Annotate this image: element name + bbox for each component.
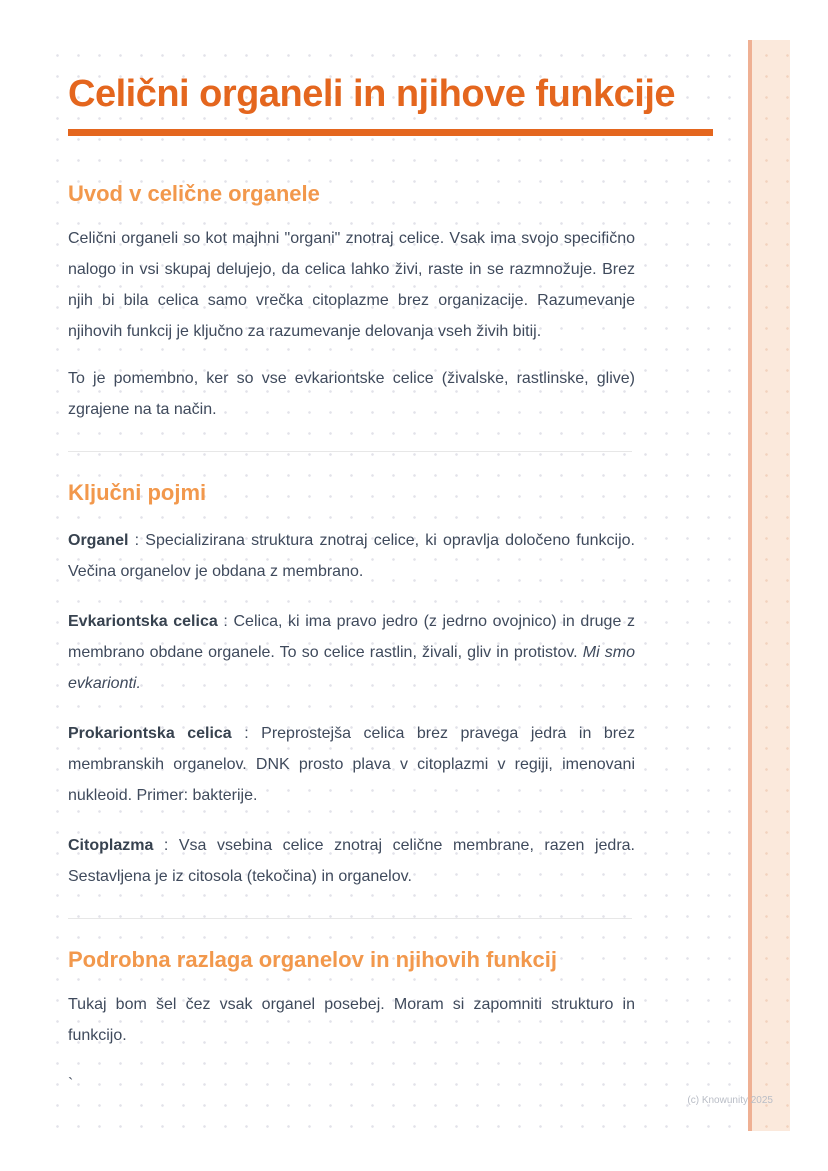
section-divider (68, 451, 632, 452)
page-title: Celični organeli in njihove funkcije (68, 73, 676, 115)
paragraph: To je pomembno, ker so vse evkariontske celice (živalske, rastlinske, glive) zgrajene na ta način. (68, 370, 635, 418)
section-heading-uvod: Uvod v celične organele (68, 181, 320, 206)
definition-term: Organel (68, 532, 129, 549)
section-divider (68, 918, 632, 919)
definition-italic: Mi smo evkarionti. (68, 644, 636, 692)
stray-backtick-mark: ` (68, 1076, 74, 1093)
footer-credit: (c) Knowunity 2025 (687, 1095, 773, 1106)
section-heading-kljucni-pojmi: Ključni pojmi (68, 480, 207, 505)
notebook-page (43, 40, 790, 1131)
definition-separator: : (153, 837, 179, 854)
definition-term: Evkariontska celica (68, 613, 218, 630)
definition-text: Specializirana struktura znotraj celice, ki opravlja določeno funkcijo. Večina organelov je obdana z membrano. (68, 532, 635, 580)
definition-separator: : (128, 532, 146, 549)
title-underline-rule (68, 129, 713, 136)
definition-separator: : (231, 725, 262, 742)
definition-organel (68, 525, 635, 587)
definition-term: Prokariontska celica (68, 725, 232, 742)
page-content (68, 72, 713, 1095)
definition-prokariontska-celica (68, 718, 635, 811)
definition-text: Preprostejša celica brez pravega jedra in brez membranskih organelov. DNK prosto plava v citoplazmi v regiji, imenovani nukleoid. Primer: bakterije. (68, 725, 636, 804)
definition-separator: : (217, 613, 234, 630)
definition-term: Citoplazma (68, 837, 154, 854)
paragraph: Celični organeli so kot majhni "organi" znotraj celice. Vsak ima svojo specifično nalogo in vsi skupaj delujejo, da celica lahko živi, raste in se razmnožuje. Brez njih bi bila celica samo vrečka citoplazme brez organizacije. Razumevanje njihovih funkcij je ključno za razumevanje delovanja vseh živih bitij. (68, 230, 635, 340)
section-heading-podrobna-razlaga: Podrobna razlaga organelov in njihovih funkcij (68, 947, 557, 972)
paragraph: Tukaj bom šel čez vsak organel posebej. Moram si zapomniti strukturo in funkcijo. (68, 996, 635, 1044)
definition-text: Vsa vsebina celice znotraj celične membrane, razen jedra. Sestavljena je iz citosola (tekočina) in organelov. (68, 837, 635, 885)
definition-text: Celica, ki ima pravo jedro (z jedrno ovojnico) in druge z membrano obdane organele. To so celice rastlin, živali, gliv in protistov. (68, 613, 636, 661)
definition-evkariontska-celica (68, 606, 635, 699)
page-margin-stripe (748, 40, 790, 1131)
definition-citoplazma (68, 830, 635, 892)
